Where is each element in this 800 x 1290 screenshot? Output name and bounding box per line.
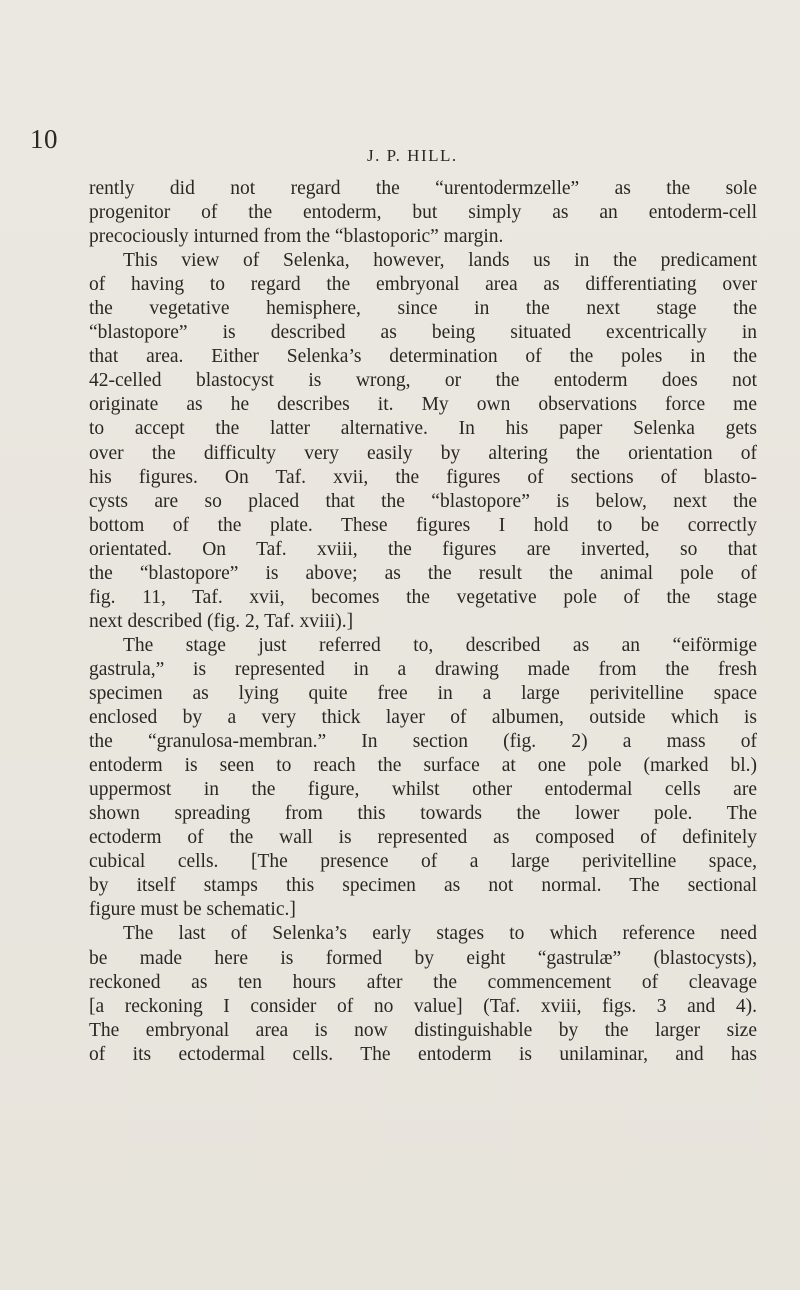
text-line: ectoderm of the wall is represented as composed of definitely [89, 827, 757, 849]
text-line: uppermost in the figure, whilst other entodermal cells are [89, 779, 757, 801]
text-line: enclosed by a very thick layer of albumen, outside which is [89, 707, 757, 729]
text-line: figure must be schematic.] [89, 899, 296, 921]
text-line: originate as he describes it. My own observations force me [89, 394, 757, 416]
text-line: rently did not regard the “urentodermzelle” as the sole [89, 178, 757, 199]
text-line: progenitor of the entoderm, but simply as an entoderm-cell [89, 202, 757, 224]
text-line: orientated. On Taf. xviii, the figures are inverted, so that [89, 538, 757, 560]
text-line: cysts are so placed that the “blastopore” is below, next the [89, 490, 757, 512]
text-line: The embryonal area is now distinguishable by the larger size [89, 1019, 757, 1041]
text-line: specimen as lying quite free in a large perivitelline space [89, 682, 757, 704]
text-line: that area. Either Selenka’s determination of the poles in the [89, 346, 757, 368]
text-line: be made here is formed by eight “gastrulæ” (blastocysts), [89, 947, 757, 969]
text-line: to accept the latter alternative. In his paper Selenka gets [89, 418, 757, 440]
text-line: by itself stamps this specimen as not normal. The sectional [89, 875, 757, 897]
text-line: the vegetative hemisphere, since in the next stage the [89, 298, 757, 320]
text-line: 42-celled blastocyst is wrong, or the entoderm does not [89, 370, 757, 392]
body-text [89, 177, 757, 1067]
text-line: over the difficulty very easily by altering the orientation of [89, 442, 757, 464]
text-line: entoderm is seen to reach the surface at one pole (marked bl.) [89, 755, 757, 777]
running-head: J. P. HILL. [367, 146, 458, 165]
text-line: the “granulosa-membran.” In section (fig. 2) a mass of [89, 731, 757, 753]
text-line: his figures. On Taf. xvii, the figures of sections of blasto- [89, 466, 757, 488]
text-line: The stage just referred to, described as an “eiförmige [123, 634, 757, 656]
text-line: gastrula,” is represented in a drawing made from the fresh [89, 658, 757, 680]
text-line: of having to regard the embryonal area as differentiating over [89, 274, 757, 296]
text-line: The last of Selenka’s early stages to which reference need [123, 923, 757, 945]
text-line: bottom of the plate. These figures I hold to be correctly [89, 514, 757, 536]
text-line: This view of Selenka, however, lands us in the predicament [123, 250, 757, 272]
text-line: of its ectodermal cells. The entoderm is unilaminar, and has [89, 1043, 757, 1065]
text-line: next described (fig. 2, Taf. xviii).] [89, 610, 354, 632]
text-line: “blastopore” is described as being situated excentrically in [89, 322, 757, 344]
text-line: reckoned as ten hours after the commencement of cleavage [89, 971, 757, 993]
text-line: precociously inturned from the “blastoporic” margin. [89, 226, 504, 248]
text-line: [a reckoning I consider of no value] (Taf. xviii, figs. 3 and 4). [89, 995, 757, 1017]
text-line: cubical cells. [The presence of a large perivitelline space, [89, 851, 757, 873]
text-line: shown spreading from this towards the lower pole. The [89, 803, 757, 825]
text-line: fig. 11, Taf. xvii, becomes the vegetative pole of the stage [89, 586, 757, 608]
text-line: the “blastopore” is above; as the result the animal pole of [89, 562, 757, 584]
page-number: 10 [30, 124, 58, 154]
